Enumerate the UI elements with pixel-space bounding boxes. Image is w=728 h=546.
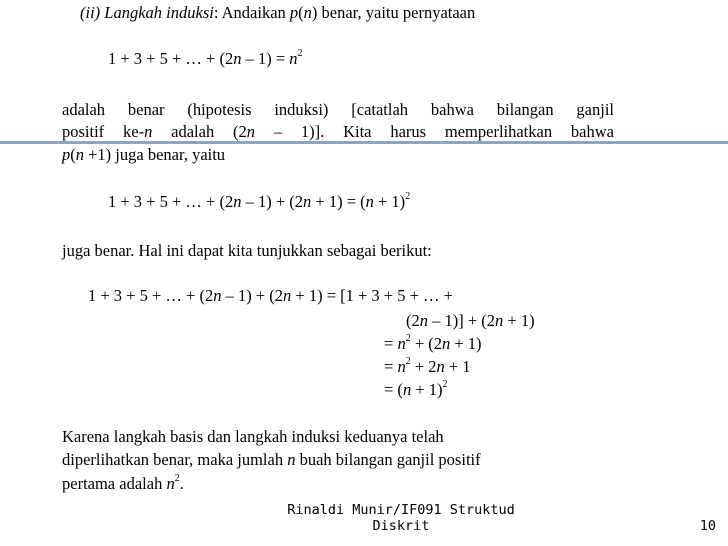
var-n: n [233,192,242,211]
page-number: 10 [699,518,716,534]
eq-text: = [384,357,398,376]
eq-text: + 1) [503,311,535,330]
eq-text: + 1) = [1 + 3 + 5 + … + [291,286,453,305]
var-n: n [436,357,445,376]
paragraph-line: juga benar. Hal ini dapat kita tunjukkan sebagai berikut: [62,241,432,260]
eq-text: + 1) [450,334,482,353]
conclusion-line [62,450,481,470]
eq-text: 1 + 3 + 5 + … + (2 [88,286,214,305]
para-text: positif ke- [62,122,145,141]
var-n: n [419,311,428,330]
eq-text: – 1)] + (2 [428,311,496,330]
derivation-line-5 [384,380,448,400]
exponent: 2 [405,356,411,367]
eq-text: (2 [406,311,420,330]
para-text: adalah (2 [152,122,247,141]
step-text: : Andaikan [213,3,290,22]
paren: ( [70,145,76,164]
var-n: n [303,192,312,211]
footer-credit [282,502,520,534]
eq-text: 1 + 3 + 5 + … + (2 [108,49,234,68]
eq-text: + 1) [373,192,406,211]
derivation-line-1 [88,286,453,306]
hypothesis-equation [108,49,303,69]
var-n: n [287,450,296,469]
conclusion-text: . [179,474,184,493]
conclusion-text: buah bilangan ganjil positif [295,450,481,469]
var-n: n [75,145,84,164]
var-n: n [213,286,222,305]
conclusion-text: pertama adalah [62,474,167,493]
eq-text: + 1) = ( [311,192,366,211]
footer-credit-line: Rinaldi Munir/IF091 Struktud [287,502,515,518]
footer-credit-line: Diskrit [372,518,430,534]
step-text: benar, yaitu pernyataan [317,3,476,22]
var-p: p [289,3,299,22]
eq-text: = [384,334,398,353]
eq-text: + (2 [410,334,442,353]
eq-text: + 1 [444,357,471,376]
conclusion-line: Karena langkah basis dan langkah induksi keduanya telah [62,427,444,446]
eq-text: – 1) = [241,49,290,68]
exponent: 2 [405,333,411,344]
var-n: n [233,49,242,68]
induction-step-label: (ii) Langkah induksi [80,3,214,22]
var-n: n [144,122,153,141]
paragraph-line: adalah benar (hipotesis induksi) [catatlah bahwa bilangan ganjil [62,100,614,119]
var-n: n [303,3,312,22]
var-n: n [442,334,451,353]
induction-step-line [80,3,475,23]
paren: ) [311,3,318,22]
exponent: 2 [442,379,448,390]
exponent: 2 [405,191,411,202]
var-n: n [283,286,292,305]
var-n: n [246,122,256,141]
var-p: p [62,145,71,164]
eq-text: + 2 [410,357,437,376]
eq-text: + 1) [411,380,443,399]
conclusion-text: diperlihatkan benar, maka jumlah [62,450,288,469]
paragraph-line [62,122,614,142]
derivation-line-2 [406,311,535,331]
paren: ( [298,3,304,22]
var-n: n [397,357,406,376]
conclusion-line [62,474,184,494]
goal-equation [108,192,410,212]
eq-text: = ( [384,380,403,399]
exponent: 2 [297,48,303,59]
derivation-line-3 [384,334,482,354]
derivation-line-4 [384,357,471,377]
paragraph-line [62,145,225,165]
var-n: n [166,474,175,493]
para-text: – 1)]. Kita harus memperlihatkan bahwa [255,122,614,141]
eq-text: – 1) + (2 [221,286,284,305]
var-n: n [289,49,298,68]
var-n: n [402,380,412,399]
para-text: +1) juga benar, yaitu [84,145,226,164]
eq-text: 1 + 3 + 5 + … + (2 [108,192,234,211]
var-n: n [397,334,406,353]
exponent: 2 [174,473,180,484]
eq-text: – 1) + (2 [241,192,304,211]
var-n: n [495,311,504,330]
var-n: n [365,192,374,211]
